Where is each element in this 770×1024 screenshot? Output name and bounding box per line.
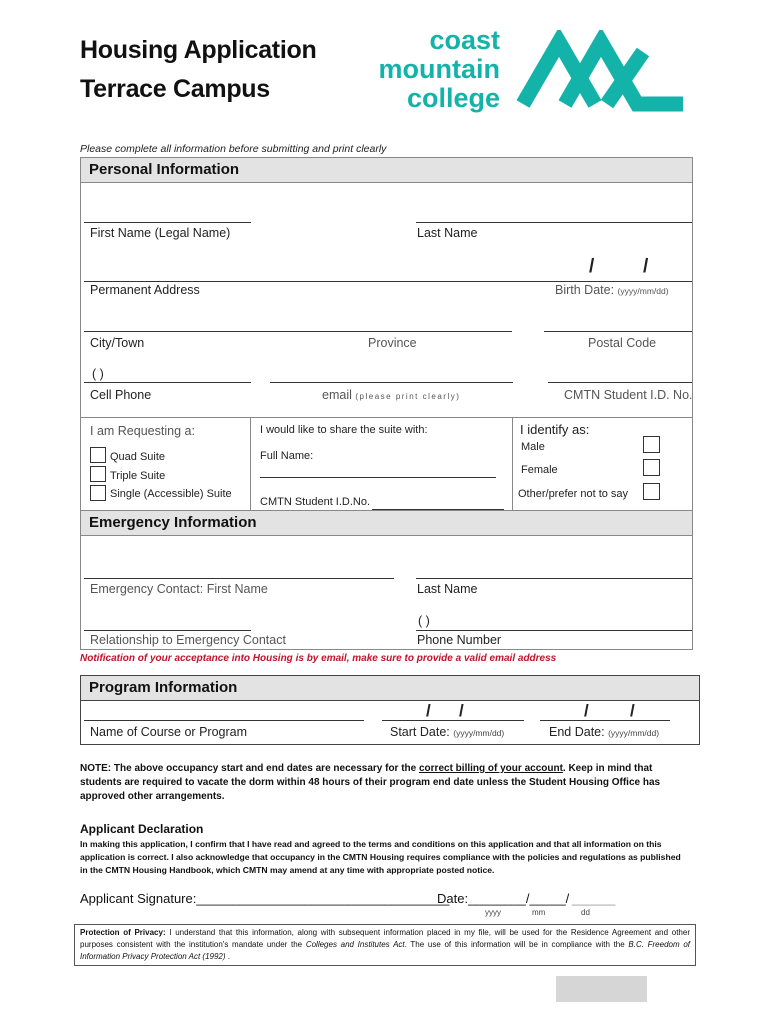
cell-phone-paren: ( )	[92, 367, 104, 381]
course-label: Name of Course or Program	[90, 725, 248, 739]
print-button[interactable]	[556, 976, 647, 1002]
grid-divider-v2	[512, 417, 513, 510]
date-hint-yyyy: yyyy	[485, 908, 501, 917]
quad-suite-checkbox[interactable]	[90, 447, 106, 463]
city-province-line[interactable]	[84, 331, 512, 332]
female-checkbox[interactable]	[643, 459, 660, 476]
signature-date-field[interactable]: Date:________/_____/	[437, 891, 570, 906]
quad-suite-label: Quad Suite	[110, 451, 166, 463]
first-name-label: First Name (Legal Name)	[90, 226, 231, 240]
billing-note: NOTE: The above occupancy start and end dates are necessary for the correct billing of your account. Keep in mind that students are required to vacate the dorm within 48 hours of their program end date unless the Student Housing Office has approved other arrangements.	[80, 763, 661, 802]
course-line[interactable]	[84, 720, 364, 721]
address-line[interactable]	[84, 281, 692, 282]
birth-date-label: Birth Date: (yyyy/mm/dd)	[555, 283, 669, 297]
logo-text-college: college	[406, 83, 500, 113]
identify-label: I identify as:	[520, 422, 590, 437]
share-suite-label: I would like to share the suite with:	[260, 424, 428, 436]
form-title-line2: Terrace Campus	[80, 75, 270, 103]
logo-text-coast: coast	[429, 25, 500, 55]
emergency-phone-paren: ( )	[418, 614, 430, 628]
personal-info-heading: Personal Information	[80, 157, 693, 183]
logo-text-mountain: mountain	[378, 54, 500, 84]
single-suite-label: Single (Accessible) Suite	[110, 488, 232, 500]
grid-divider	[80, 417, 693, 418]
cell-phone-label: Cell Phone	[90, 388, 152, 402]
male-checkbox[interactable]	[643, 436, 660, 453]
declaration-heading: Applicant Declaration	[80, 822, 204, 836]
male-label: Male	[521, 441, 545, 453]
student-id-label: CMTN Student I.D. No.	[564, 388, 693, 402]
other-gender-label: Other/prefer not to say	[518, 488, 629, 500]
end-date-line[interactable]	[540, 720, 670, 721]
email-label: email (please print clearly)	[322, 388, 461, 402]
full-name-label: Full Name:	[260, 450, 314, 462]
emergency-contact-label: Emergency Contact: First Name	[90, 582, 268, 596]
postal-code-label: Postal Code	[588, 336, 657, 350]
start-date-slash-1: /	[426, 701, 431, 720]
share-student-id-label: CMTN Student I.D.No.	[260, 496, 371, 508]
signature-date-tail: ______	[572, 891, 616, 906]
student-id-line[interactable]	[548, 382, 692, 383]
single-suite-checkbox[interactable]	[90, 485, 106, 501]
triple-suite-checkbox[interactable]	[90, 466, 106, 482]
birth-date-slash-2: /	[643, 256, 649, 277]
emergency-last-name-line[interactable]	[416, 578, 692, 579]
first-name-line[interactable]	[84, 222, 251, 223]
share-full-name-line[interactable]	[260, 477, 496, 478]
relationship-line[interactable]	[84, 630, 251, 631]
birth-date-slash-1: /	[589, 256, 595, 277]
postal-code-line[interactable]	[544, 331, 692, 332]
date-hint-mm: mm	[532, 908, 546, 917]
permanent-address-label: Permanent Address	[90, 283, 200, 297]
cell-phone-line[interactable]	[84, 382, 251, 383]
declaration-body: In making this application, I confirm that I have read and agreed to the terms and conditions on this application and that all information on this application is correct. I also acknowledge that occupancy in the CMTN Housing requires compliance with the policies and regulations as published in the CMTN Housing Handbook, which CMTN may amend at any time with appropriate posted notice.	[80, 839, 681, 875]
triple-suite-label: Triple Suite	[110, 470, 166, 482]
privacy-notice: Protection of Privacy: I understand that this information, along with subsequent information placed in my file, will be used for the Residence Agreement and other purposes consistent with the institution's mandate under the Colleges and Institutes Act. The use of this information will be in compliance with the B.C. Freedom of Information Privacy Protection Act (1992) .	[74, 924, 696, 966]
other-gender-checkbox[interactable]	[643, 483, 660, 500]
end-date-label: End Date: (yyyy/mm/dd)	[549, 725, 660, 739]
emergency-last-name-label: Last Name	[417, 582, 478, 596]
emergency-info-heading: Emergency Information	[80, 510, 693, 536]
emergency-phone-line[interactable]	[416, 630, 692, 631]
relationship-label: Relationship to Emergency Contact	[90, 633, 286, 647]
end-date-slash-2: /	[630, 701, 635, 720]
signature-field[interactable]: Applicant Signature:___________________________________	[80, 891, 450, 906]
start-date-label: Start Date: (yyyy/mm/dd)	[390, 725, 505, 739]
province-label: Province	[368, 336, 417, 350]
instructions-text: Please complete all information before submitting and print clearly	[80, 143, 387, 155]
email-notification-notice: Notification of your acceptance into Housing is by email, make sure to provide a valid email address	[80, 653, 557, 664]
city-label: City/Town	[90, 336, 145, 350]
end-date-slash-1: /	[584, 701, 589, 720]
program-info-heading: Program Information	[80, 675, 700, 701]
form-title-line1: Housing Application	[80, 36, 317, 64]
emergency-first-name-line[interactable]	[84, 578, 394, 579]
last-name-label: Last Name	[417, 226, 478, 240]
email-line[interactable]	[270, 382, 513, 383]
grid-divider-v1	[250, 417, 251, 510]
start-date-slash-2: /	[459, 701, 464, 720]
requesting-label: I am Requesting a:	[90, 424, 195, 438]
female-label: Female	[521, 464, 558, 476]
last-name-line[interactable]	[416, 222, 692, 223]
start-date-line[interactable]	[382, 720, 524, 721]
phone-number-label: Phone Number	[417, 633, 502, 647]
date-hint-dd: dd	[581, 908, 590, 917]
college-logo-icon	[515, 30, 691, 112]
